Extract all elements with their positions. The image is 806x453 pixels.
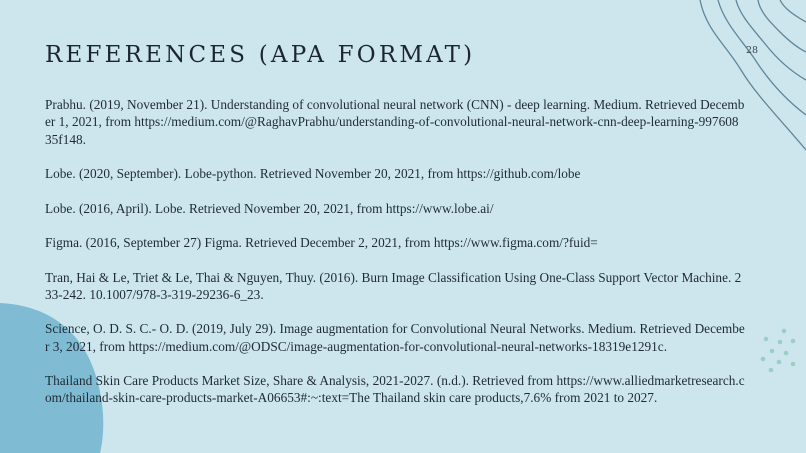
reference-item: Lobe. (2020, September). Lobe-python. Retrieved November 20, 2021, from https://github.com/lobe — [45, 166, 581, 182]
reference-item: Tran, Hai & Le, Triet & Le, Thai & Nguyen, Thuy. (2016). Burn Image Classification Using One-Class Support Vector Machine. 233-242. 10.1007/978-3-319-29236-6_23. — [45, 269, 742, 302]
reference-list — [45, 96, 745, 424]
dots-decoration — [760, 328, 800, 373]
page-number: 28 — [746, 45, 759, 56]
reference-item: Figma. (2016, September 27) Figma. Retrieved December 2, 2021, from https://www.figma.com/?fuid= — [45, 235, 598, 251]
reference-item: Thailand Skin Care Products Market Size, Share & Analysis, 2021-2027. (n.d.). Retrieved from https://www.alliedmarketresearch.com/thailand-skin-care-products-market-A06653#:~:text=The Thailand skin care products,7.6% from 2021 to 2027. — [45, 373, 745, 406]
reference-item: Lobe. (2016, April). Lobe. Retrieved November 20, 2021, from https://www.lobe.ai/ — [45, 200, 494, 216]
reference-item: Science, O. D. S. C.- O. D. (2019, July 29). Image augmentation for Convolutional Neural Networks. Medium. Retrieved December 3, 2021, from https://medium.com/@ODSC/image-augmentation-for-convolutional-neural-networks-18319e1291c. — [45, 321, 745, 354]
reference-item: Prabhu. (2019, November 21). Understanding of convolutional neural network (CNN) - deep learning. Medium. Retrieved December 1, 2021, from https://medium.com/@RaghavPrabhu/understanding-of-convolutional-neural-network-cnn-deep-learning-99760835f148. — [45, 97, 745, 147]
slide-title: REFERENCES (APA FORMAT) — [45, 42, 476, 68]
